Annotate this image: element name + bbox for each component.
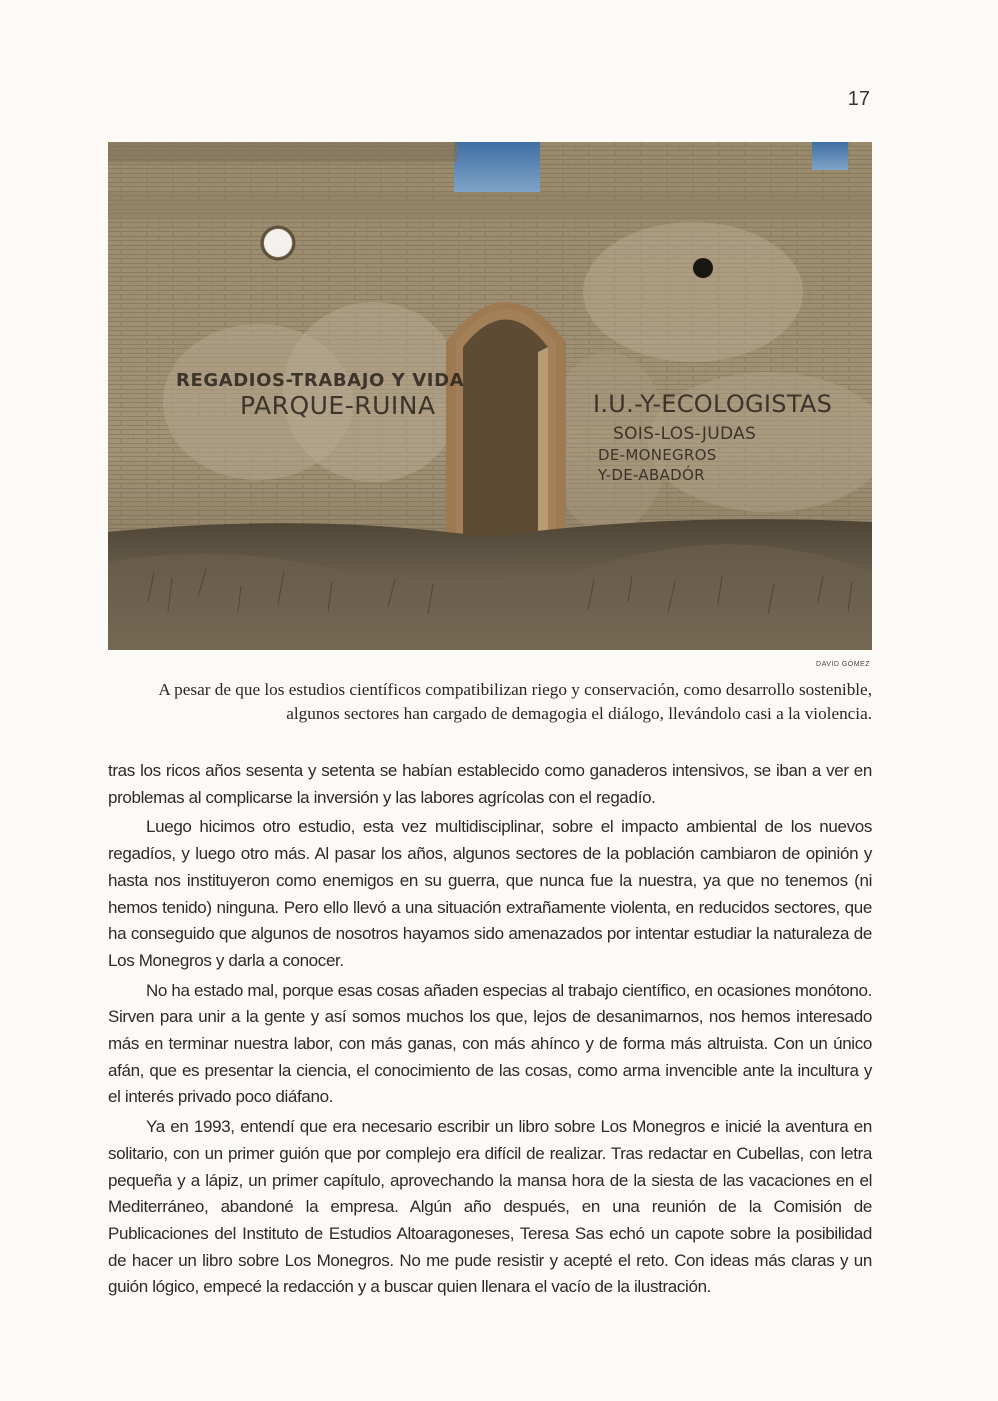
graffiti-right-line4: Y-DE-ABADÓR [598, 466, 705, 484]
graffiti-left-line2: PARQUE-RUINA [240, 391, 436, 420]
body-text [108, 758, 872, 1304]
paragraph-2: Luego hicimos otro estudio, esta vez multidisciplinar, sobre el impacto ambiental de los nuevos regadíos, y luego otro más. Al pasar los años, algunos sectores de la población cambiaron de opinión y hasta nos instituyeron como enemigos en su guerra, que nunca fue la nuestra, ya que no tenemos (ni hemos tenido) ninguna. Pero ello llevó a una situación extrañamente violenta, en reducidos sectores, que ha conseguido que algunos de nosotros hayamos sido amenazados por intentar estudiar la naturaleza de Los Monegros y darla a conocer. [108, 817, 872, 970]
paragraph-4: Ya en 1993, entendí que era necesario escribir un libro sobre Los Monegros e inicié la aventura en solitario, con un primer guión que por complejo era difícil de realizar. Tras redactar en Cubellas, con letra pequeña y a lápiz, un primer capítulo, aprovechando la mansa hora de la siesta de las vacaciones en el Mediterráneo, abandoné la empresa. Algún año después, en una reunión de la Comisión de Publicaciones del Instituto de Estudios Altoaragoneses, Teresa Sas echó un capote sobre la posibilidad de hacer un libro sobre Los Monegros. No me pude resistir y acepté el reto. Con ideas más claras y un guión lógico, empecé la redacción y a buscar quien llenara el vacío de la ilustración. [108, 1117, 872, 1297]
page-number: 17 [847, 88, 870, 110]
ruined-wall-photo [108, 142, 872, 650]
graffiti-left-line1: REGADIOS-TRABAJO Y VIDA [176, 370, 465, 391]
caption-line-2: algunos sectores han cargado de demagogia el diálogo, llevándolo casi a la violencia. [286, 704, 872, 723]
figure-caption [108, 678, 872, 726]
caption-line-1: A pesar de que los estudios científicos compatibilizan riego y conservación, como desarrollo sostenible, [158, 680, 872, 699]
graffiti-right-line3: DE-MONEGROS [598, 446, 717, 464]
paragraph-1: tras los ricos años sesenta y setenta se habían establecido como ganaderos intensivos, se iban a ver en problemas al complicarse la inversión y las labores agrícolas con el regadío. [108, 761, 872, 807]
paragraph-3: No ha estado mal, porque esas cosas añaden especias al trabajo científico, en ocasiones monótono. Sirven para unir a la gente y así somos muchos los que, lejos de desanimarnos, nos hemos interesado más en terminar nuestra labor, con más ganas, con más ahínco y de forma más altruista. Con un único afán, que es presentar la ciencia, el conocimiento de las cosas, como arma invencible ante la incultura y el interés privado poco diáfano. [108, 980, 872, 1107]
photo-credit: DAVID GÓMEZ [816, 661, 870, 668]
graffiti-right-line2: SOIS-LOS-JUDAS [613, 424, 757, 444]
graffiti-right-line1: I.U.-Y-ECOLOGISTAS [593, 390, 833, 418]
